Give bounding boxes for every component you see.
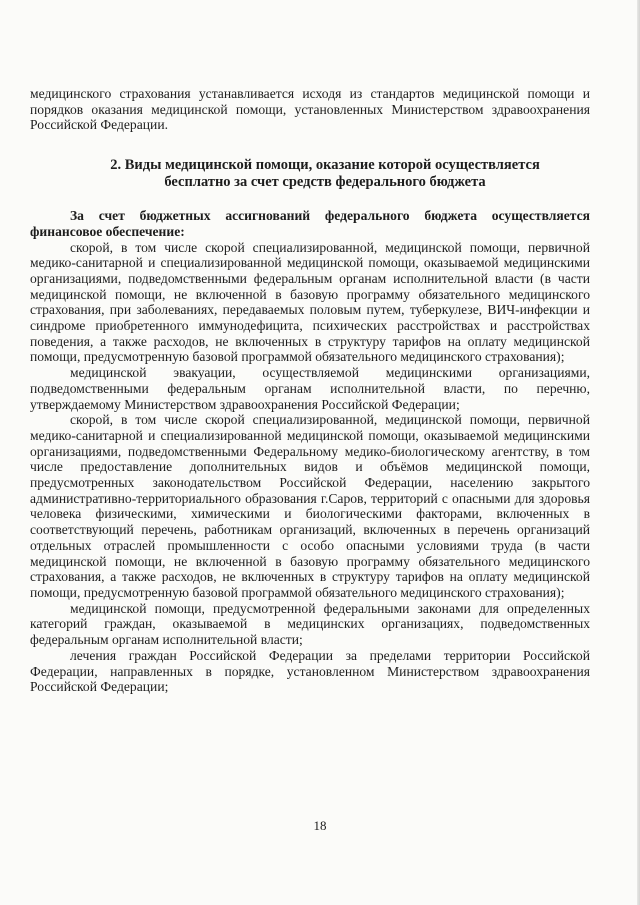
- list-item: медицинской эвакуации, осуществляемой медицинскими организациями, подведомственными федеральным органам исполнительной власти, по перечню, утверждаемому Министерством здравоохранения Российской Федерации;: [30, 365, 590, 412]
- list-item: лечения граждан Российской Федерации за пределами территории Российской Федерации, направленных в порядке, установленном Министерством здравоохранения Российской Федерации;: [30, 647, 590, 695]
- list-item: скорой, в том числе скорой специализированной, медицинской помощи, первичной медико-санитарной и специализированной медицинской помощи, оказываемой медицинскими организациями, подведомственными федеральным органам исполнительной власти (в части медицинской помощи, не включенной в базовую программу обязательного медицинского страхования, при заболеваниях, передаваемых половым путем, туберкулезе, ВИЧ-инфекции и синдроме приобретенного иммунодефицита, психических расстройствах и расстройствах поведения, а также расходов, не включенных в структуру тарифов на оплату медицинской помощи, предусмотренную базовой программой обязательного медицинского страхования);: [30, 239, 590, 365]
- list-item: скорой, в том числе скорой специализированной, медицинской помощи, первичной медико-санитарной и специализированной медицинской помощи, оказываемой медицинскими организациями, подведомственными Федеральному медико-биологическому агентству, в том числе предоставление дополнительных видов и объёмов медицинской помощи, предусмотренных законодательством Российской Федерации, населению закрытого административно-территориального образования г.Саров, территорий с опасными для здоровья человека физическими, химическими и биологическими факторами, включенных в соответствующий перечень, работникам организаций, включенных в перечень организаций отдельных отраслей промышленности с особо опасными условиями труда (в части медицинской помощи, не включенной в базовую программу обязательного медицинского страхования, а также расходов, не включенных в структуру тарифов на оплату медицинской помощи, предусмотренную базовой программой обязательного медицинского страхования);: [30, 412, 590, 600]
- section-heading: 2. Виды медицинской помощи, оказание которой осуществляется бесплатно за счет средств федерального бюджета: [110, 157, 540, 190]
- document-body: [30, 86, 590, 695]
- lead-sentence: За счет бюджетных ассигнований федерального бюджета осуществляется финансовое обеспечение:: [30, 208, 590, 239]
- list-item: медицинской помощи, предусмотренной федеральными законами для определенных категорий граждан, оказываемой в медицинских организациях, подведомственных федеральным органам исполнительной власти;: [30, 600, 590, 648]
- page-number: 18: [313, 818, 327, 833]
- intro-paragraph: медицинского страхования устанавливается исходя из стандартов медицинской помощи и порядков оказания медицинской помощи, установленных Министерством здравоохранения Российской Федерации.: [30, 86, 590, 133]
